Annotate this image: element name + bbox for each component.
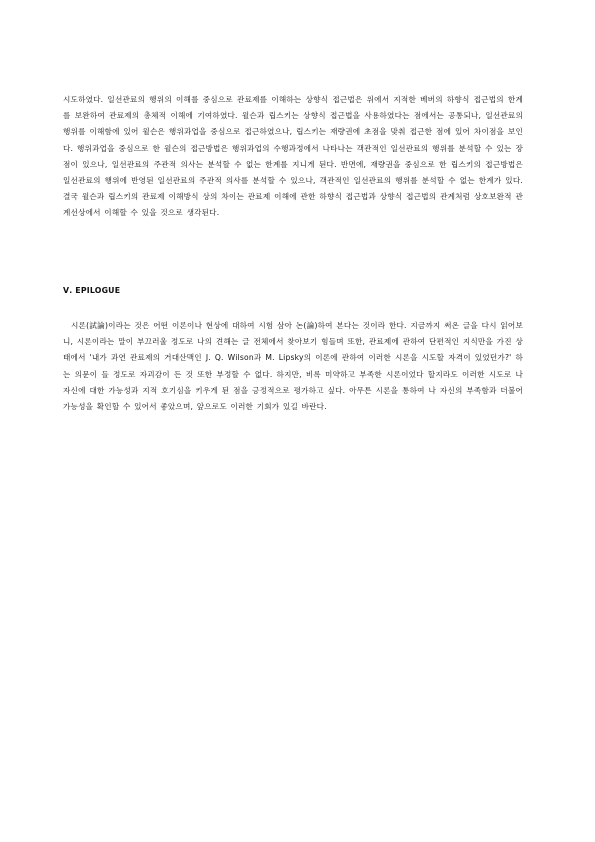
body-paragraph-epilogue: 시론(試論)이라는 것은 어떤 이론이나 현상에 대하여 시험 삼아 논(論)하여 본다는 것이라 한다. 지금까지 써온 글을 다시 읽어보니, 시론이라는 말이 부끄러울 정도로 나의 견해는 글 전체에서 찾아보기 힘들며 또한, 관료제에 관하여 단편적인 지식만을 가진 상태에서 '내가 과연 관료제의 거대산맥인 J. Q. Wilson과 M. Lipsky의 이론에 관하여 이러한 시론을 시도할 자격이 있었던가?' 하는 의문이 들 정도로 자괴감이 든 것 또한 부정할 수 없다. 하지만, 비록 미약하고 부족한 시론이었다 할지라도 이러한 시도로 나 자신에 대한 가능성과 지적 호기심을 키우게 된 점을 긍정적으로 평가하고 싶다. 아무튼 시론을 통하여 나 자신의 부족함과 더불어 가능성을 확인할 수 있어서 좋았으며, 앞으로도 이러한 기회가 있길 바란다. [63, 321, 523, 412]
section-heading-epilogue: Ⅴ. EPILOGUE [63, 286, 121, 295]
body-paragraph-conclusion: 시도하였다. 일선관료의 행위의 이해를 중심으로 관료제를 이해하는 상향식 접근법은 위에서 지적한 베버의 하향식 접근법의 한계를 보완하여 관료제의 총체적 이해에 기여하였다. 윌슨과 립스키는 상향식 접근법을 사용하였다는 점에서는 공통되나, 일선관료의 행위를 이해함에 있어 윌슨은 행위과업을 중심으로 접근하였으나, 립스키는 재량권에 초점을 맞춰 접근한 점에 있어 차이점을 보인다. 행위과업을 중심으로 한 윌슨의 접근방법은 행위과업의 수행과정에서 나타나는 객관적인 일선관료의 행위를 분석할 수 있는 장점이 있으나, 일선관료의 주관적 의사는 분석할 수 없는 한계를 지니게 된다. 반면에, 재량권을 중심으로 한 립스키의 접근방법은 일선관료의 행위에 반영된 일선관료의 주관적 의사를 분석할 수 있으나, 객관적인 일선관료의 행위를 분석할 수 없는 한계가 있다. 결국 윌슨과 립스키의 관료제 이해방식 상의 차이는 관료제 이해에 관한 하향식 접근법과 상향식 접근법의 관계처럼 상호보완적 관계선상에서 이해할 수 있을 것으로 생각된다. [63, 95, 523, 218]
